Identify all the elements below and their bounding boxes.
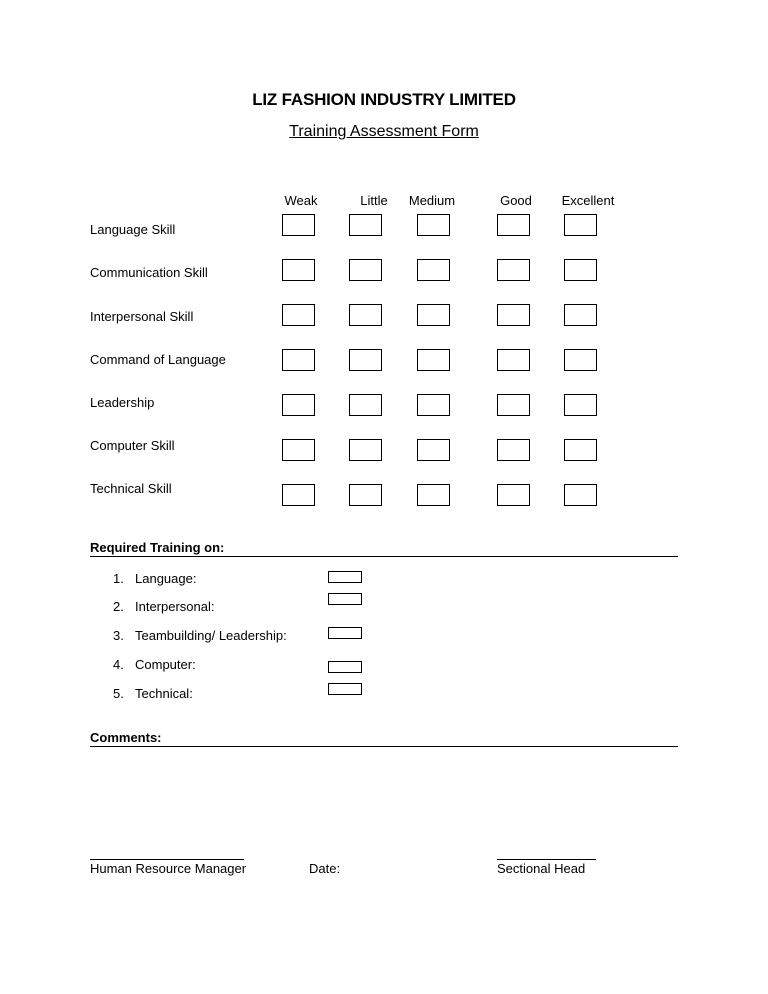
comments-heading: Comments: (90, 730, 678, 747)
training-checkbox-computer[interactable] (328, 661, 362, 673)
rating-checkbox-language-good[interactable] (497, 214, 530, 236)
rating-header-excellent: Excellent (561, 193, 615, 208)
rating-checkbox-communication-little[interactable] (349, 259, 382, 281)
hr-manager-signature-line[interactable] (90, 859, 244, 860)
rating-header-little: Little (360, 193, 388, 208)
sectional-head-signature-line[interactable] (497, 859, 596, 860)
sectional-head-label: Sectional Head (497, 861, 586, 876)
rating-checkbox-language-weak[interactable] (282, 214, 315, 236)
skill-label-computer: Computer Skill (90, 438, 175, 453)
training-item-label: Computer: (135, 657, 196, 672)
rating-checkbox-technical-little[interactable] (349, 484, 382, 506)
skill-label-technical: Technical Skill (90, 481, 172, 496)
training-checkbox-technical[interactable] (328, 683, 362, 695)
skill-label-leadership: Leadership (90, 395, 155, 410)
rating-checkbox-leadership-weak[interactable] (282, 394, 315, 416)
rating-checkbox-command-of-language-medium[interactable] (417, 349, 450, 371)
rating-header-weak: Weak (284, 193, 318, 208)
rating-checkbox-leadership-little[interactable] (349, 394, 382, 416)
training-item-teambuilding (113, 628, 287, 643)
rating-checkbox-command-of-language-little[interactable] (349, 349, 382, 371)
rating-checkbox-language-excellent[interactable] (564, 214, 597, 236)
rating-checkbox-computer-good[interactable] (497, 439, 530, 461)
training-checkbox-teambuilding[interactable] (328, 627, 362, 639)
rating-checkbox-technical-medium[interactable] (417, 484, 450, 506)
company-title: LIZ FASHION INDUSTRY LIMITED (252, 90, 516, 109)
comments-area[interactable] (90, 750, 678, 845)
rating-header-medium: Medium (408, 193, 456, 208)
training-checkbox-language[interactable] (328, 571, 362, 583)
rating-checkbox-interpersonal-weak[interactable] (282, 304, 315, 326)
form-title: Training Assessment Form (289, 123, 479, 140)
rating-header-good: Good (500, 193, 532, 208)
rating-checkbox-technical-good[interactable] (497, 484, 530, 506)
training-item-label: Interpersonal: (135, 599, 215, 614)
rating-checkbox-communication-good[interactable] (497, 259, 530, 281)
rating-checkbox-computer-medium[interactable] (417, 439, 450, 461)
rating-checkbox-computer-excellent[interactable] (564, 439, 597, 461)
training-item-number: 1. (113, 571, 124, 586)
skill-label-language: Language Skill (90, 222, 176, 237)
rating-checkbox-communication-excellent[interactable] (564, 259, 597, 281)
rating-checkbox-command-of-language-excellent[interactable] (564, 349, 597, 371)
training-checkbox-interpersonal[interactable] (328, 593, 362, 605)
training-item-technical (113, 686, 193, 701)
training-item-number: 3. (113, 628, 124, 643)
rating-checkbox-interpersonal-medium[interactable] (417, 304, 450, 326)
rating-checkbox-language-medium[interactable] (417, 214, 450, 236)
rating-checkbox-technical-excellent[interactable] (564, 484, 597, 506)
skill-label-interpersonal: Interpersonal Skill (90, 309, 194, 324)
rating-checkbox-communication-medium[interactable] (417, 259, 450, 281)
hr-manager-label: Human Resource Manager (90, 861, 247, 876)
training-item-interpersonal (113, 599, 215, 614)
rating-checkbox-computer-little[interactable] (349, 439, 382, 461)
required-training-heading: Required Training on: (90, 540, 678, 557)
date-label: Date: (309, 861, 341, 876)
skill-label-communication: Communication Skill (90, 265, 208, 280)
rating-checkbox-interpersonal-excellent[interactable] (564, 304, 597, 326)
training-item-label: Teambuilding/ Leadership: (135, 628, 287, 643)
training-item-number: 2. (113, 599, 124, 614)
training-item-label: Technical: (135, 686, 193, 701)
training-item-language (113, 571, 196, 586)
skill-label-command-of-language: Command of Language (90, 352, 226, 367)
rating-checkbox-interpersonal-good[interactable] (497, 304, 530, 326)
rating-checkbox-command-of-language-weak[interactable] (282, 349, 315, 371)
rating-checkbox-leadership-excellent[interactable] (564, 394, 597, 416)
rating-checkbox-language-little[interactable] (349, 214, 382, 236)
rating-checkbox-computer-weak[interactable] (282, 439, 315, 461)
rating-checkbox-communication-weak[interactable] (282, 259, 315, 281)
rating-checkbox-interpersonal-little[interactable] (349, 304, 382, 326)
rating-checkbox-technical-weak[interactable] (282, 484, 315, 506)
training-item-computer (113, 657, 196, 672)
rating-checkbox-leadership-medium[interactable] (417, 394, 450, 416)
training-item-label: Language: (135, 571, 197, 586)
training-item-number: 5. (113, 686, 124, 701)
rating-checkbox-leadership-good[interactable] (497, 394, 530, 416)
training-item-number: 4. (113, 657, 124, 672)
rating-checkbox-command-of-language-good[interactable] (497, 349, 530, 371)
